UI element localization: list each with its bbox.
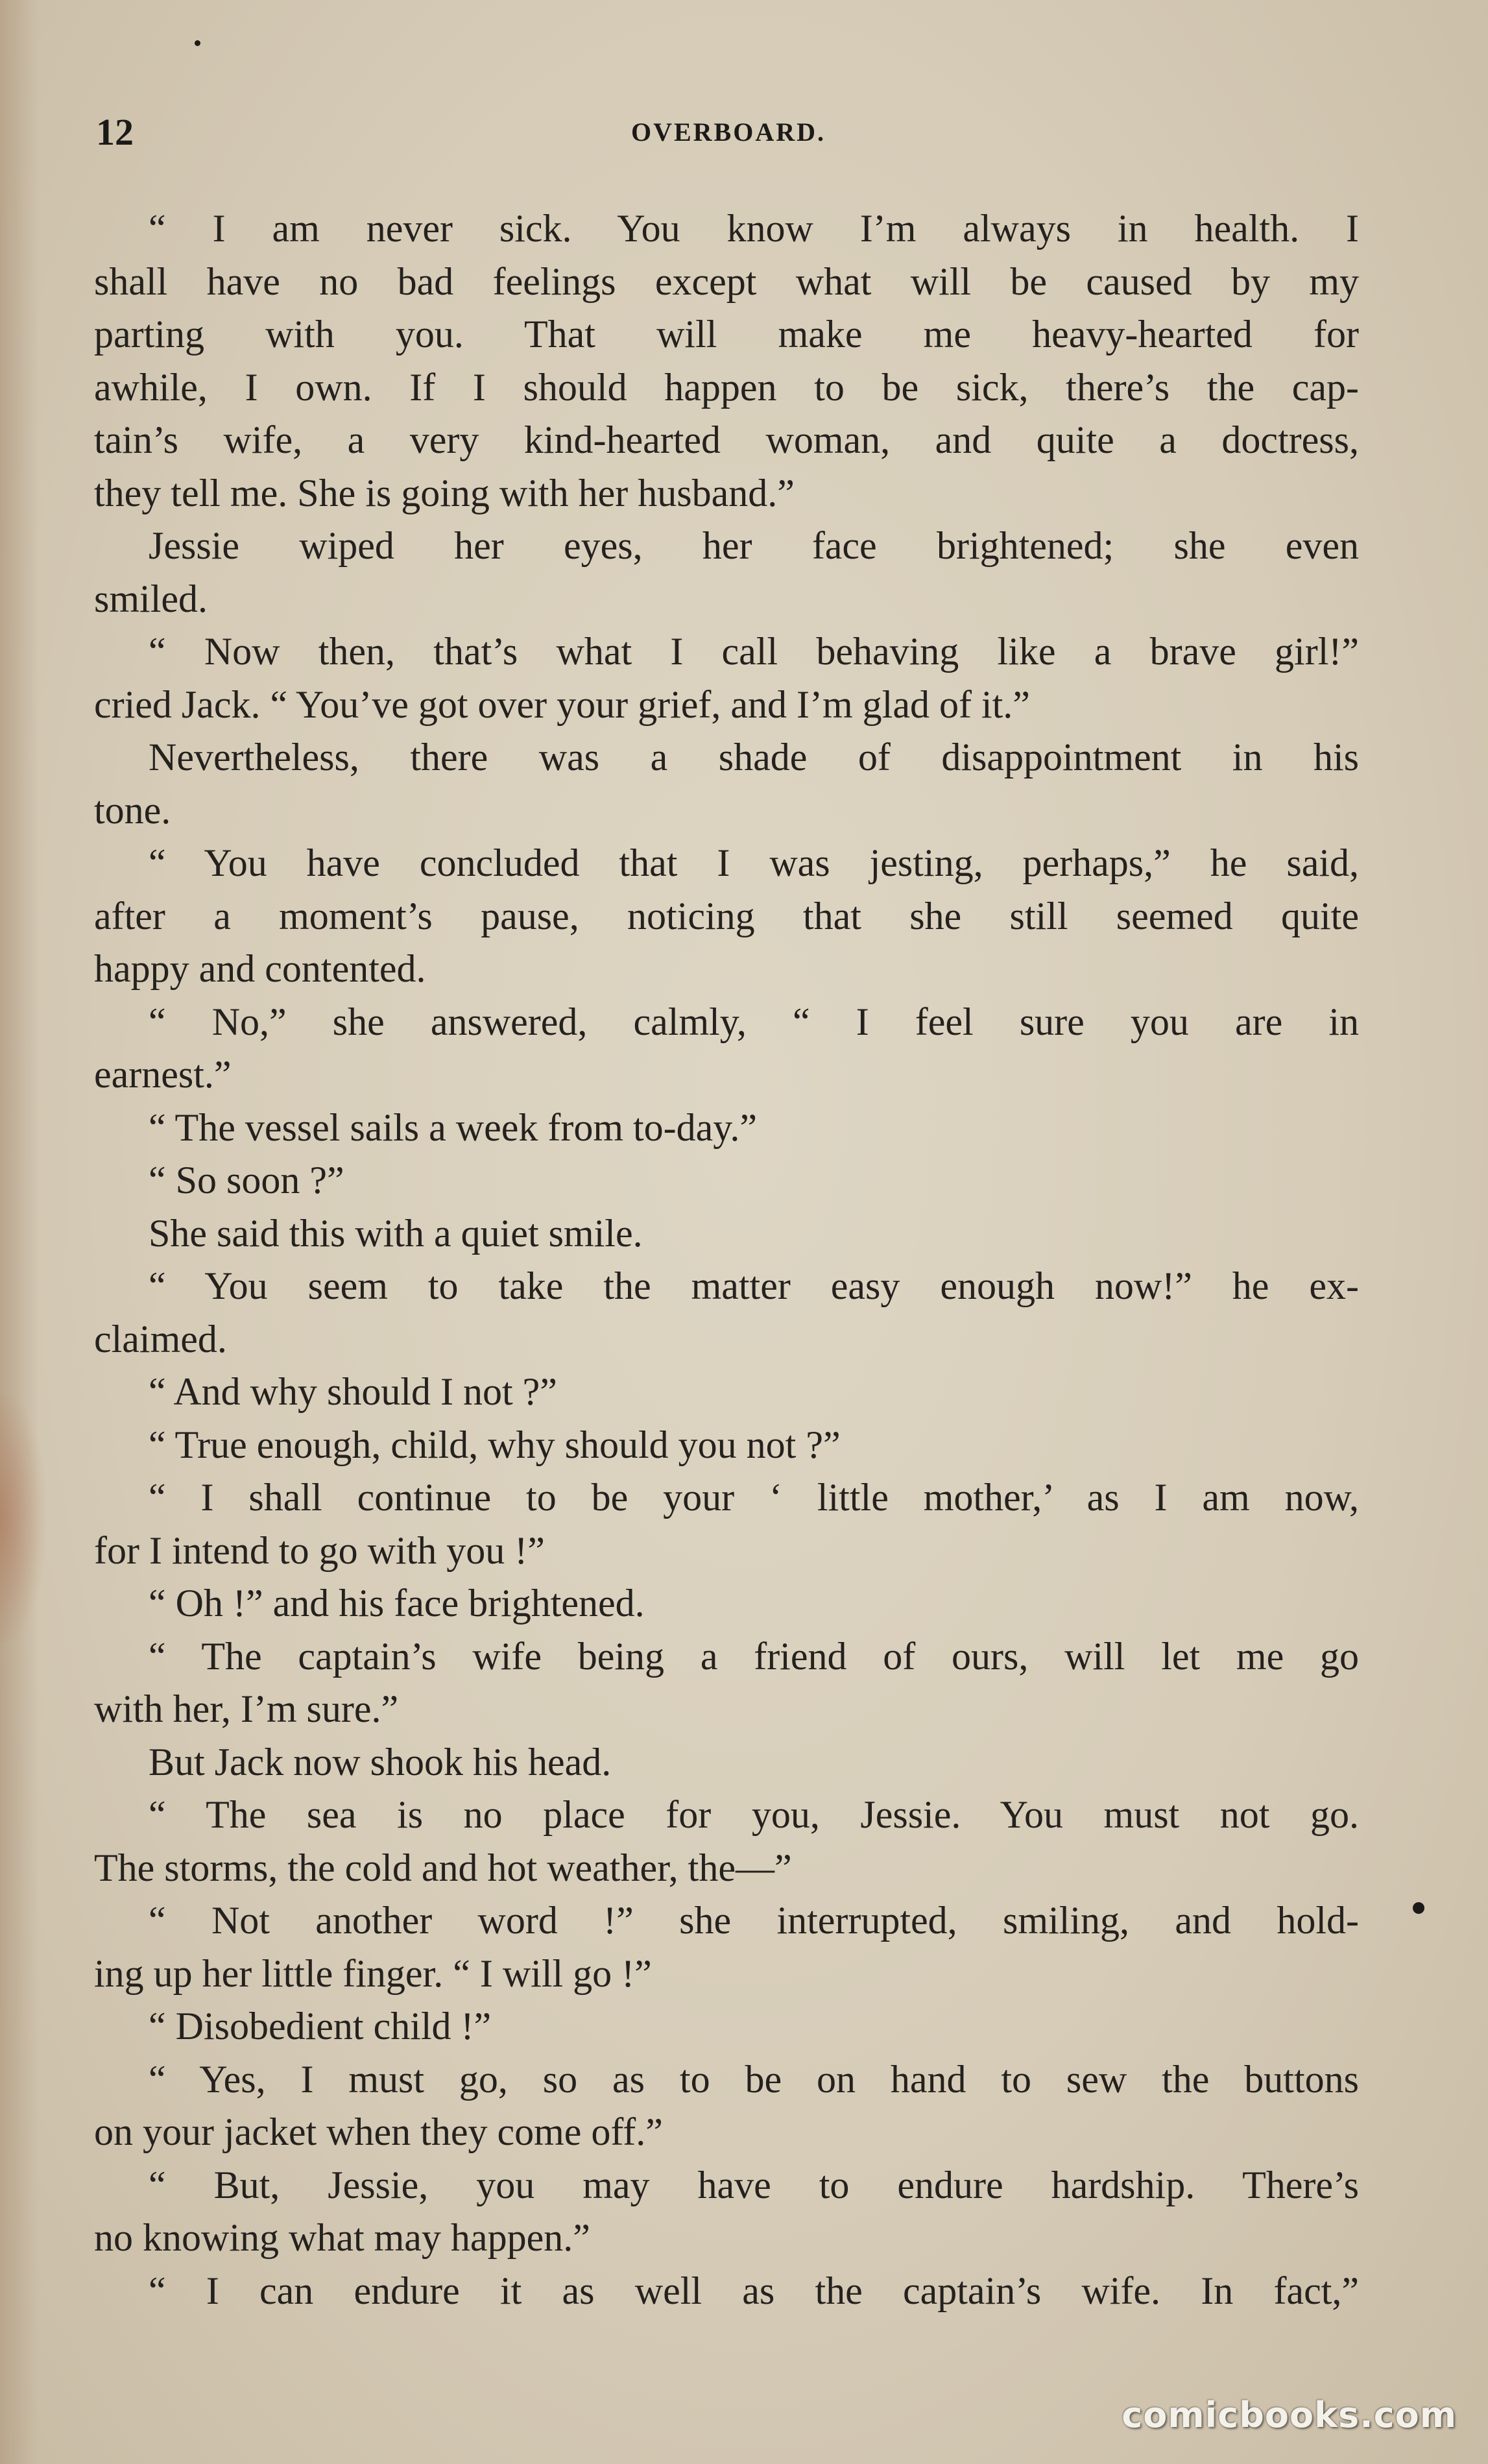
text-line: they tell me. She is going with her husband.” bbox=[94, 471, 795, 514]
text-line: “ You seem to take the matter easy enough now!” he ex- bbox=[149, 1264, 1359, 1307]
page-number: 12 bbox=[96, 111, 134, 153]
text-line: parting with you. That will make me heavy-hearted for bbox=[94, 313, 1359, 356]
page-edge-shadow bbox=[0, 0, 39, 2464]
text-line: “ Disobedient child !” bbox=[149, 2005, 492, 2047]
text-line: “ True enough, child, why should you not ?” bbox=[149, 1423, 841, 1466]
text-line: shall have no bad feelings except what will be caused by my bbox=[94, 260, 1359, 303]
ink-speck bbox=[195, 40, 200, 46]
text-line: “ Oh !” and his face brightened. bbox=[149, 1582, 645, 1625]
text-line: “ No,” she answered, calmly, “ I feel sure you are in bbox=[149, 1000, 1359, 1043]
text-line: “ But, Jessie, you may have to endure hardship. There’s bbox=[149, 2163, 1359, 2206]
text-line: earnest.” bbox=[94, 1053, 232, 1096]
text-line: “ I shall continue to be your ‘ little mother,’ as I am now, bbox=[149, 1476, 1359, 1519]
text-line: But Jack now shook his head. bbox=[149, 1740, 612, 1783]
text-line: awhile, I own. If I should happen to be sick, there’s the cap- bbox=[94, 365, 1359, 409]
text-line: She said this with a quiet smile. bbox=[149, 1211, 643, 1255]
text-line: on your jacket when they come off.” bbox=[94, 2110, 663, 2153]
text-line: “ Not another word !” she interrupted, smiling, and hold- bbox=[149, 1899, 1359, 1942]
text-line: tone. bbox=[94, 788, 171, 832]
text-line: Jessie wiped her eyes, her face brightened; she even bbox=[149, 524, 1359, 567]
text-line: claimed. bbox=[94, 1317, 227, 1360]
body-text bbox=[94, 202, 1359, 2317]
text-line: with her, I’m sure.” bbox=[94, 1687, 399, 1730]
text-line: “ Now then, that’s what I call behaving like a brave girl!” bbox=[149, 630, 1359, 673]
text-line: no knowing what may happen.” bbox=[94, 2216, 590, 2259]
text-line: “ I am never sick. You know I’m always in health. I bbox=[149, 207, 1359, 250]
text-line: cried Jack. “ You’ve got over your grief, and I’m glad of it.” bbox=[94, 682, 1030, 726]
text-line: ing up her little finger. “ I will go !” bbox=[94, 1951, 652, 1995]
text-line: “ The sea is no place for you, Jessie. You must not go. bbox=[149, 1793, 1359, 1836]
text-line: happy and contented. bbox=[94, 947, 426, 990]
text-line: smiled. bbox=[94, 577, 208, 620]
text-line: “ So soon ?” bbox=[149, 1159, 344, 1202]
text-line: “ I can endure it as well as the captain’s wife. In fact,” bbox=[149, 2269, 1359, 2312]
text-line: Nevertheless, there was a shade of disappointment in his bbox=[149, 736, 1359, 779]
watermark: comicbooks.com bbox=[1122, 2395, 1457, 2435]
text-line: The storms, the cold and hot weather, the—” bbox=[94, 1846, 792, 1889]
page-stain bbox=[0, 1395, 45, 1641]
ink-speck bbox=[1413, 1902, 1424, 1914]
text-line: tain’s wife, a very kind-hearted woman, and quite a doctress, bbox=[94, 418, 1359, 461]
text-line: after a moment’s pause, noticing that she still seemed quite bbox=[94, 894, 1359, 937]
page-header bbox=[96, 110, 1361, 162]
running-title: OVERBOARD. bbox=[630, 117, 826, 147]
text-line: “ The captain’s wife being a friend of ours, will let me go bbox=[149, 1634, 1359, 1678]
text-line: “ You have concluded that I was jesting, perhaps,” he said, bbox=[149, 841, 1359, 884]
text-line: “ The vessel sails a week from to-day.” bbox=[149, 1105, 757, 1149]
text-line: for I intend to go with you !” bbox=[94, 1528, 545, 1572]
text-line: “ Yes, I must go, so as to be on hand to sew the buttons bbox=[149, 2057, 1359, 2101]
text-line: “ And why should I not ?” bbox=[149, 1370, 557, 1413]
